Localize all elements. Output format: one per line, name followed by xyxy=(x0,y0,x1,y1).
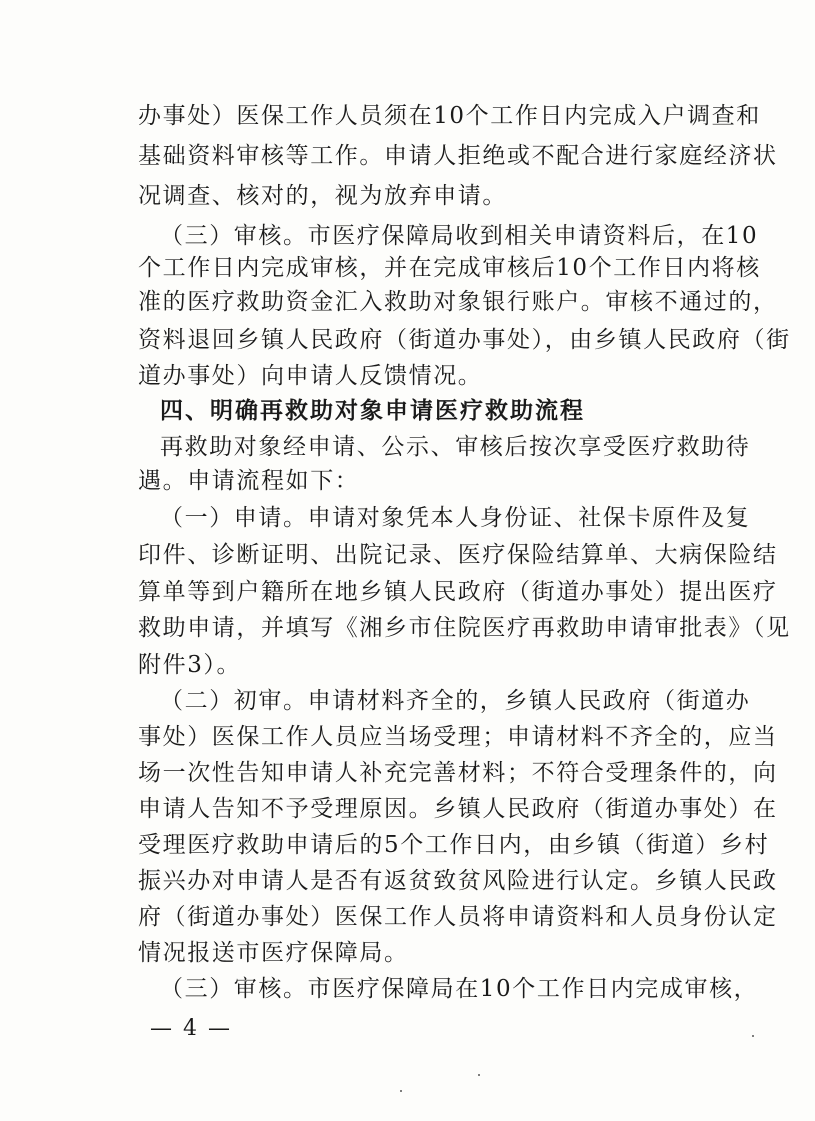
text-line: 府（街道办事处）医保工作人员将申请资料和人员身份认定 xyxy=(138,904,778,930)
text-line: 场一次性告知申请人补充完善材料；不符合受理条件的，向 xyxy=(138,760,778,786)
text-line: （二）初审。申请材料齐全的，乡镇人民政府（街道办 xyxy=(160,688,751,714)
text-line: 办事处）医保工作人员须在10个工作日内完成入户调查和 xyxy=(138,103,761,129)
text-line: （三）审核。市医疗保障局在10个工作日内完成审核， xyxy=(160,976,759,1002)
text-line: 再救助对象经申请、公示、审核后按次享受医疗救助待 xyxy=(160,434,751,460)
text-line: 附件3）。 xyxy=(138,652,242,678)
text-line: 受理医疗救助申请后的5个工作日内，由乡镇（街道）乡村 xyxy=(138,832,770,858)
text-line: （三）审核。市医疗保障局收到相关申请资料后，在10 xyxy=(160,223,759,249)
text-line: 个工作日内完成审核，并在完成审核后10个工作日内将核 xyxy=(138,255,761,281)
scan-speck xyxy=(478,1074,480,1076)
text-line: 情况报送市医疗保障局。 xyxy=(138,940,409,966)
text-line: 准的医疗救助资金汇入救助对象银行账户。审核不通过的， xyxy=(138,289,778,315)
text-line: 事处）医保工作人员应当场受理；申请材料不齐全的，应当 xyxy=(138,724,778,750)
text-line: 道办事处）向申请人反馈情况。 xyxy=(138,363,483,389)
text-line: 算单等到户籍所在地乡镇人民政府（街道办事处）提出医疗 xyxy=(138,579,778,605)
scan-speck xyxy=(400,1090,402,1092)
text-line: 印件、诊断证明、出院记录、医疗保险结算单、大病保险结 xyxy=(138,542,778,568)
scan-speck xyxy=(752,1035,754,1037)
text-line: 救助申请，并填写《湘乡市住院医疗再救助申请审批表》（见 xyxy=(138,615,791,641)
section-heading: 四、明确再救助对象申请医疗救助流程 xyxy=(160,398,585,424)
text-line: 振兴办对申请人是否有返贫致贫风险进行认定。乡镇人民政 xyxy=(138,868,778,894)
text-line: 基础资料审核等工作。申请人拒绝或不配合进行家庭经济状 xyxy=(138,143,778,169)
page-number: — 4 — xyxy=(150,1016,232,1041)
text-line: 申请人告知不予受理原因。乡镇人民政府（街道办事处）在 xyxy=(138,796,778,822)
text-line: 遇。申请流程如下： xyxy=(138,468,360,494)
text-line: （一）申请。申请对象凭本人身份证、社保卡原件及复 xyxy=(160,505,751,531)
text-line: 资料退回乡镇人民政府（街道办事处），由乡镇人民政府（街 xyxy=(138,327,791,353)
text-line: 况调查、核对的，视为放弃申请。 xyxy=(138,183,507,209)
